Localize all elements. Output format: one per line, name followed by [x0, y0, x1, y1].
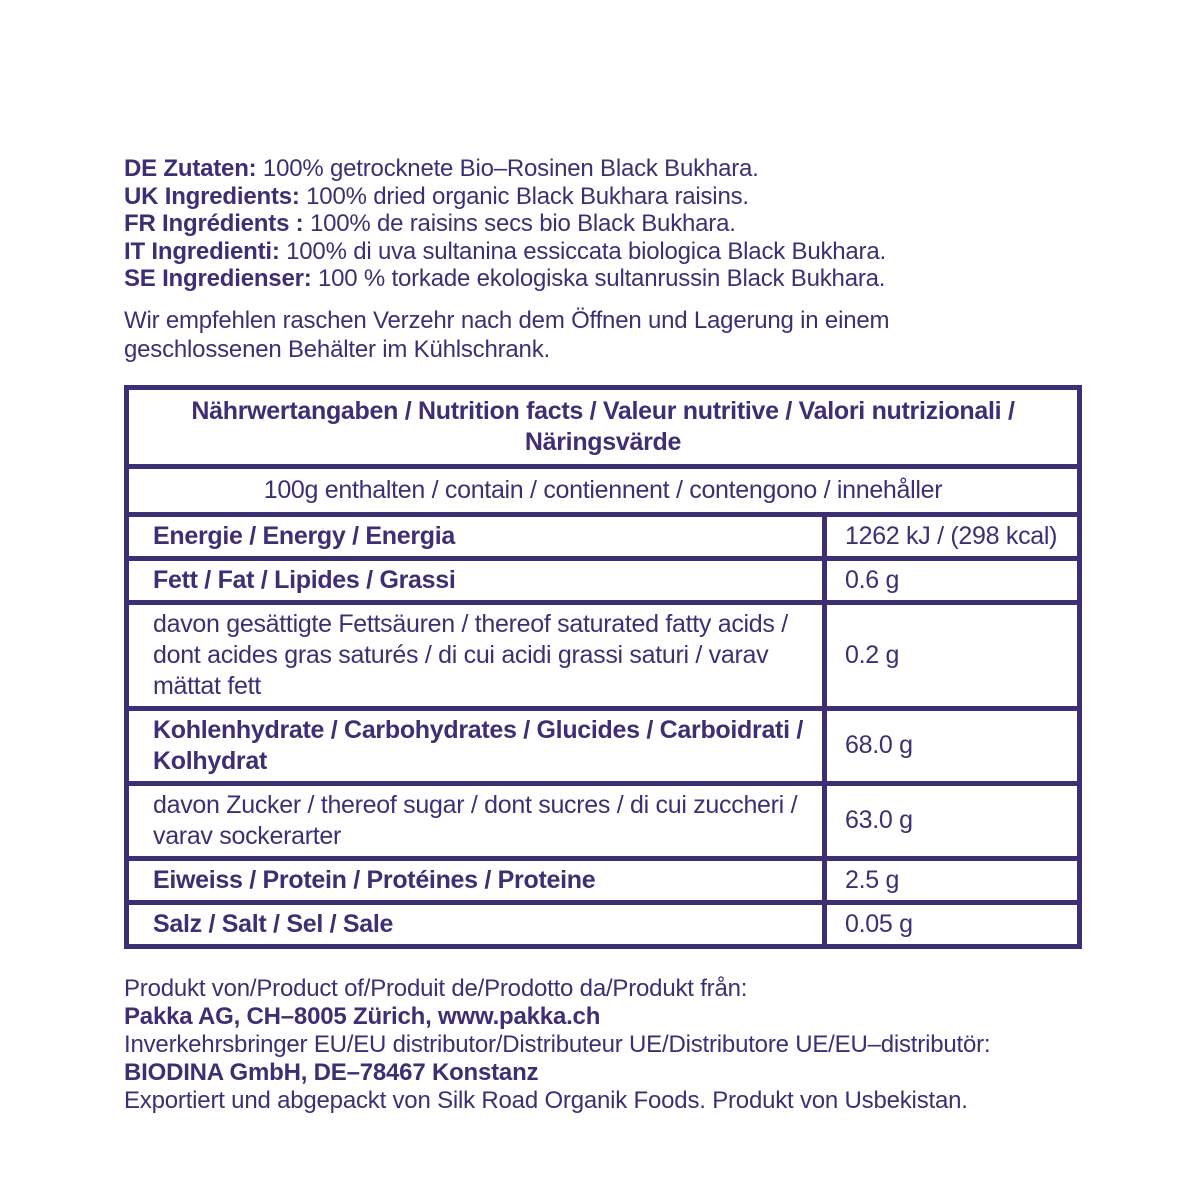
row-value: 2.5 g	[825, 858, 1080, 902]
ingredient-prefix-fr: FR Ingrédients :	[124, 210, 304, 237]
ingredient-line-it	[124, 238, 1079, 266]
row-label: davon gesättigte Fettsäuren / thereof saturated fatty acids / dont acides gras saturés / di cui acidi grassi saturi / varav mättat fett	[127, 602, 825, 708]
nutrition-row-fat	[127, 558, 1080, 602]
row-label: Fett / Fat / Lipides / Grassi	[127, 558, 825, 602]
nutrition-table	[124, 385, 1082, 949]
ingredient-line-fr	[124, 210, 1079, 238]
label-content	[124, 155, 1079, 1115]
ingredient-prefix-de: DE Zutaten:	[124, 155, 257, 182]
nutrition-row-energy	[127, 514, 1080, 558]
ingredient-text-it: 100% di uva sultanina essiccata biologica Black Bukhara.	[279, 237, 886, 265]
row-value: 68.0 g	[825, 708, 1080, 783]
ingredient-text-de: 100% getrocknete Bio–Rosinen Black Bukhara.	[256, 155, 759, 182]
row-value: 0.05 g	[825, 902, 1080, 946]
nutrition-row-saturated-fat	[127, 602, 1080, 708]
ingredient-text-uk: 100% dried organic Black Bukhara raisins.	[299, 182, 749, 210]
producer-line: Produkt von/Product of/Produit de/Prodotto da/Produkt från:	[124, 974, 748, 1002]
row-value: 0.2 g	[825, 602, 1080, 708]
distributor-line: Inverkehrsbringer EU/EU distributor/Distributeur UE/Distributore UE/EU–distributör:	[124, 1030, 991, 1058]
ingredient-prefix-uk: UK Ingredients:	[124, 182, 300, 210]
row-label: Salz / Salt / Sel / Sale	[127, 902, 825, 946]
storage-note: Wir empfehlen raschen Verzehr nach dem Öffnen und Lagerung in einem geschlossenen Behälter im Kühlschrank.	[124, 306, 890, 363]
export-line: Exportiert und abgepackt von Silk Road Organik Foods. Produkt von Usbekistan.	[124, 1086, 968, 1114]
row-label: Eiweiss / Protein / Protéines / Proteine	[127, 858, 825, 902]
ingredient-prefix-it: IT Ingredienti:	[124, 237, 280, 265]
row-value: 63.0 g	[825, 783, 1080, 858]
nutrition-subtitle: 100g enthalten / contain / contiennent / contengono / innehåller	[127, 466, 1080, 514]
nutrition-row-protein	[127, 858, 1080, 902]
distributor-company: BIODINA GmbH, DE–78467 Konstanz	[124, 1058, 539, 1086]
ingredient-text-se: 100 % torkade ekologiska sultanrussin Black Bukhara.	[311, 265, 886, 292]
nutrition-row-sugar	[127, 783, 1080, 858]
nutrition-row-salt	[127, 902, 1080, 946]
row-value: 0.6 g	[825, 558, 1080, 602]
row-value: 1262 kJ / (298 kcal)	[825, 514, 1080, 558]
nutrition-row-carbohydrates	[127, 708, 1080, 783]
ingredients-section	[124, 155, 1079, 293]
nutrition-title-row	[127, 387, 1080, 466]
nutrition-subtitle-row	[127, 466, 1080, 514]
nutrition-title: Nährwertangaben / Nutrition facts / Valeur nutritive / Valori nutrizionali / Näringsvärde	[127, 387, 1080, 466]
ingredient-line-de	[124, 155, 1079, 183]
producer-section	[124, 975, 1079, 1115]
ingredient-prefix-se: SE Ingredienser:	[124, 265, 312, 292]
producer-company: Pakka AG, CH–8005 Zürich, www.pakka.ch	[124, 1002, 601, 1030]
ingredient-line-se	[124, 265, 1079, 293]
row-label: davon Zucker / thereof sugar / dont sucres / di cui zuccheri / varav sockerarter	[127, 783, 825, 858]
ingredient-line-uk	[124, 183, 1079, 211]
row-label: Energie / Energy / Energia	[127, 514, 825, 558]
ingredient-text-fr: 100% de raisins secs bio Black Bukhara.	[303, 210, 736, 237]
row-label: Kohlenhydrate / Carbohydrates / Glucides / Carboidrati / Kolhydrat	[127, 708, 825, 783]
